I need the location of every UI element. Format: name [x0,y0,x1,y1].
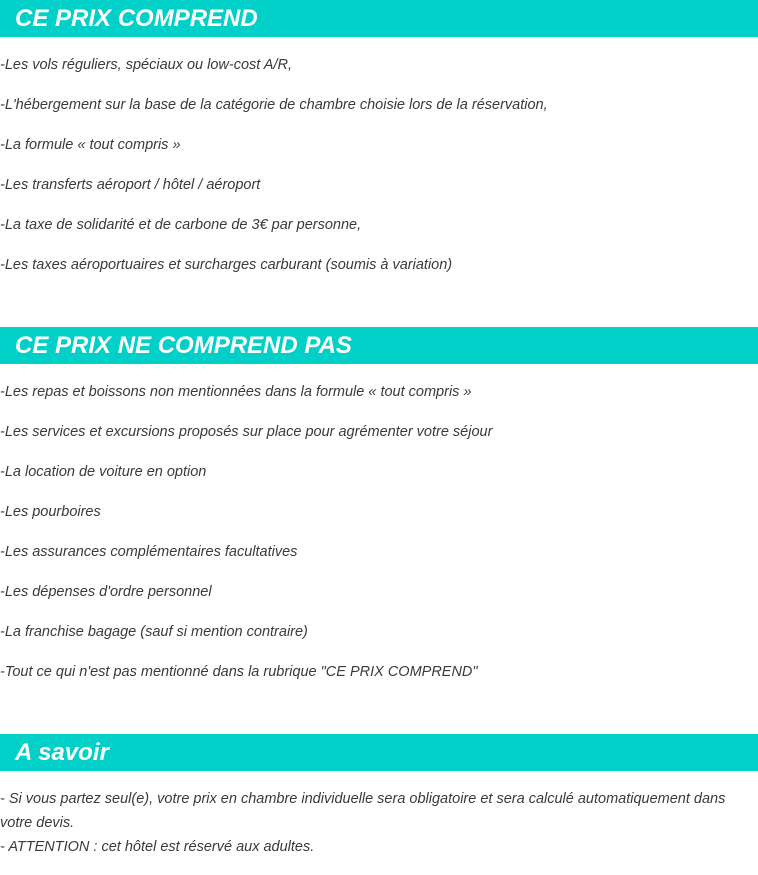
included-item: -La formule « tout compris » [0,137,181,153]
included-item: -La taxe de solidarité et de carbone de 3€ par personne, [0,217,362,233]
section-header-ce-prix-ne-comprend-pas: CE PRIX NE COMPREND PAS [0,327,758,364]
included-item: -Les taxes aéroportuaires et surcharges carburant (soumis à variation) [0,257,453,273]
info-paragraph-adults-only: - ATTENTION : cet hôtel est réservé aux adultes. [0,839,315,855]
section-header-ce-prix-comprend: CE PRIX COMPREND [0,0,758,37]
included-item: -L'hébergement sur la base de la catégorie de chambre choisie lors de la réservation, [0,97,548,113]
included-item: -Les transferts aéroport / hôtel / aéroport [0,177,261,193]
excluded-item: -Les services et excursions proposés sur place pour agrémenter votre séjour [0,424,493,440]
excluded-item: -La franchise bagage (sauf si mention contraire) [0,624,308,640]
excluded-item: -Les pourboires [0,504,101,520]
info-paragraph-single-traveller: - Si vous partez seul(e), votre prix en chambre individuelle sera obligatoire et sera calculé automatiquement dans votre devis. [0,791,726,831]
excluded-item: -Tout ce qui n'est pas mentionné dans la rubrique "CE PRIX COMPREND" [0,664,478,680]
included-item: -Les vols réguliers, spéciaux ou low-cost A/R, [0,57,292,73]
excluded-item: -Les dépenses d'ordre personnel [0,584,212,600]
excluded-item: -Les assurances complémentaires facultatives [0,544,298,560]
excluded-item: -Les repas et boissons non mentionnées dans la formule « tout compris » [0,384,472,400]
section-header-a-savoir: A savoir [0,734,758,771]
excluded-item: -La location de voiture en option [0,464,207,480]
